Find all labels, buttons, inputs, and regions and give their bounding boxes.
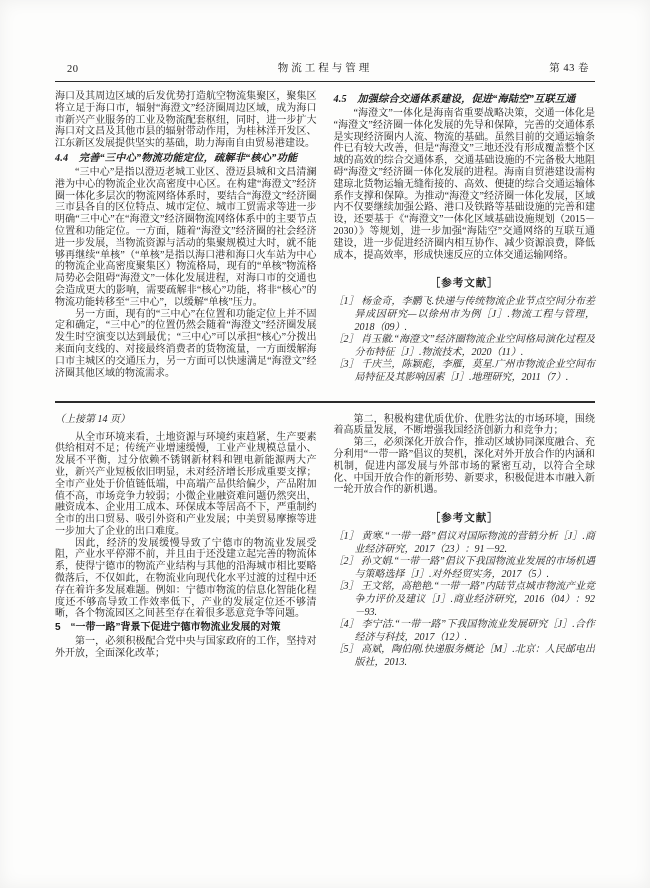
reference-item: ［4］ 李宁洁.“一带一路”下我国物流业发展研究［J］.合作经济与科技，2017（12）.: [333, 619, 595, 643]
section-heading-4-5: 4.5 加强综合交通体系建设，促进“海陆空”互联互通: [333, 94, 576, 105]
paragraph-countermeasure-2: 第二，积极构建优质优价、优胜劣汰的市场环境，围绕着高质量发展，不断增强我国经济创新力和竞争力；: [333, 413, 595, 437]
reference-item: ［1］ 杨金奇，李鹏飞.快递与传统物流企业节点空间分布差异成因研究—以徐州市为例［J］.物流工程与管理，2018（09）.: [333, 296, 595, 333]
references-title-bottom: ［参考文献］: [429, 513, 499, 525]
reference-item: ［5］ 高斌，陶伯刚.快递服务概论［M］.北京：人民邮电出版社，2013.: [333, 644, 595, 669]
paragraph-countermeasure-1: 第一，必须积极配合党中央与国家政府的工作，坚持对外开放，全面深化改革；: [55, 635, 317, 659]
reference-item: ［2］ 肖玉徽.“海澄文”经济圈物流企业空间格局演化过程及分布特征［J］.物流技术，2020（11）.: [333, 334, 595, 358]
continued-article-section: [55, 403, 595, 670]
bottom-left-column: [55, 414, 317, 670]
page-number: 20: [67, 64, 79, 75]
paragraph-three-centers: “三中心”是指以澄迈老城工业区、澄迈县城和文昌清澜港为中心的物流企业次高密度中心区。在构建“海澄文”经济圈一体化多层次的物流网络体系时，要结合“海澄文”经济圈三市县各自的区位特点、城市定位、城市工贸需求等进一步明确“三中心”在“海澄文”经济圈物流网络体系中的主要节点位置和功能定位。一方面，随着“海澄文”经济圈的社会经济进一步发展，当物流资源与活动的集聚规模过大时，就不能够再继续“单核”（“单核”是指以海口港和海口火车站为中心的物流企业高密度聚集区）物流格局，现有的“单核”物流格局势必会阻碍“海澄文”一体化发展进程，对海口市的交通也会造成更大的影响，需要疏解非“核心”功能，将非“核心”的物流功能转移至“三中心”，以缓解“单核”压力。: [55, 166, 317, 308]
paragraph-three-centers-2: 另一方面，现有的“三中心”在位置和功能定位上并不固定和确定，“三中心”的位置仍然会随着“海澄文”经济圈发展发生时空演变以达到最优；“三中心”可以承担“核心”分拨出来面向支线的、对接最终消费者的货物流量，一方面缓解海口市主城区的交通压力，另一方面可以快速满足“海澄文”经济圈其他区域的物流需求。: [55, 308, 317, 379]
references-title-top: ［参考文献］: [429, 278, 499, 290]
top-right-column: [334, 91, 596, 385]
bottom-right-column: [334, 414, 596, 670]
paragraph-ningde-logistics: 因此，经济的发展缓慢导致了宁德市的物流业发展受阻，产业水平停滞不前，并且由于还没建立起完善的物流体系，使得宁德市的物流产业结构与其他的沿海城市相比要略微落后，不仅如此，在物流业向现代化水平过渡的过程中还存在着许多发展难题。例如：宁德市物流的信息化智能化程度还不够高导致工作效率低下，产业的发展定位还不够清晰，各个物流园区之间甚至存在着很多恶意竞争等问题。: [55, 537, 317, 620]
reference-item: ［1］ 黄寒.“一带一路”倡议对国际物流的营销分析［J］.商业经济研究，2017（23）：91－92.: [333, 531, 595, 555]
paragraph-countermeasure-3: 第三，必须深化开放合作，推动区域协同深度融合、充分利用“一带一路”倡议的契机，深化对外开放合作的内涵和机制，促进内部发展与外部市场的紧密互动，以符合全球化、中国开放合作的新形势、新要求，积极促进本市融入新一轮开放合作的新机遇。: [333, 437, 595, 496]
paragraph-haikou-hub: 海口及其周边区域的后发优势打造航空物流集聚区，聚集区将立足于海口市，辐射“海澄文”经济圈周边区域，成为海口市新兴产业服务的工业及物流配套枢纽，同时，进一步扩大海口对文昌及其他市县的辐射带动作用，为桂林洋开发区、江东新区发展提供坚实的基础，助力海南自由贸易港建设。: [55, 91, 317, 150]
reference-item: ［3］ 王文铭，高艳艳.“一带一路”内陆节点城市物流产业竞争力评价及建议［J］.商业经济研究，2016（04）：92－93.: [333, 581, 595, 618]
continued-from-note: （上接第 14 页）: [55, 413, 130, 425]
paragraph-transport-system: “海澄文”一体化是海南省重要战略决策，交通一体化是“海澄文”经济圈一体化发展的先导和保障，完善的交通体系是实现经济圈内人流、物流的基础。虽然目前的交通运输条件已有较大改善，但是“海澄文”三地还没有形成覆盖整个区域的高效的综合交通体系，交通基础设施的不完备极大地阻碍“海澄文”经济圈一体化发展的进程。海南自贸港建设需构建琼北货物运输无缝衔接的、高效、便捷的综合交通运输体系作支撑和保障。为推动“海澄文”经济圈一体化发展，区域内不仅要继续加强公路、港口及铁路等基础设施的完善和建设，还要基于《“海澄文”一体化区域基础设施规划（2015－2030）》等规划，进一步加强“海陆空”交通网络的互联互通建设，进一步促进经济圈内相互协作、减少资源浪费，降低成本，提高效率，形成快速反应的立体交通运输网络。: [333, 108, 595, 261]
paragraph-city-environment: 从全市环境来看，土地资源与环境约束趋紧，生产要素供给相对不足；传统产业增速缓慢，工业产业规模总量小、发展不平衡，过分依赖不锈钢新材料和锂电新能源两大产业，新兴产业短板依旧明显，未对经济增长形成重要支撑；全市产业处于价值链低端，中高端产品供给偏少，产品附加值不高，市场竞争力较弱；小微企业融资难问题仍然突出，融资成本、企业用工成本、环保成本等居高不下，严重制约全市的出口贸易、吸引外资和产业发展；中美贸易摩擦等进一步加大了企业的出口难度。: [55, 431, 317, 537]
reference-item: ［3］ 千庆兰，陈颖彪，李雁，莫星.广州市物流企业空间布局特征及其影响因素［J］.地理研究，2011（7）.: [333, 359, 595, 383]
reference-item: ［2］ 孙文娟.“一带一路”倡议下我国物流业发展的市场机遇与策略选择［J］.对外经贸实务，2017（5）.: [333, 556, 595, 580]
article-ending-section: [55, 82, 595, 385]
section-heading-4-4: 4.4 完善“三中心”物流功能定位，疏解非“核心”功能: [55, 152, 298, 164]
section-heading-5: 5 “一带一路”背景下促进宁德市物流业发展的对策: [55, 622, 281, 634]
top-left-column: [55, 91, 317, 385]
page-header: [55, 60, 595, 82]
volume-label: 第 43 卷: [549, 63, 589, 74]
journal-title: 物流工程与管理: [277, 63, 373, 74]
